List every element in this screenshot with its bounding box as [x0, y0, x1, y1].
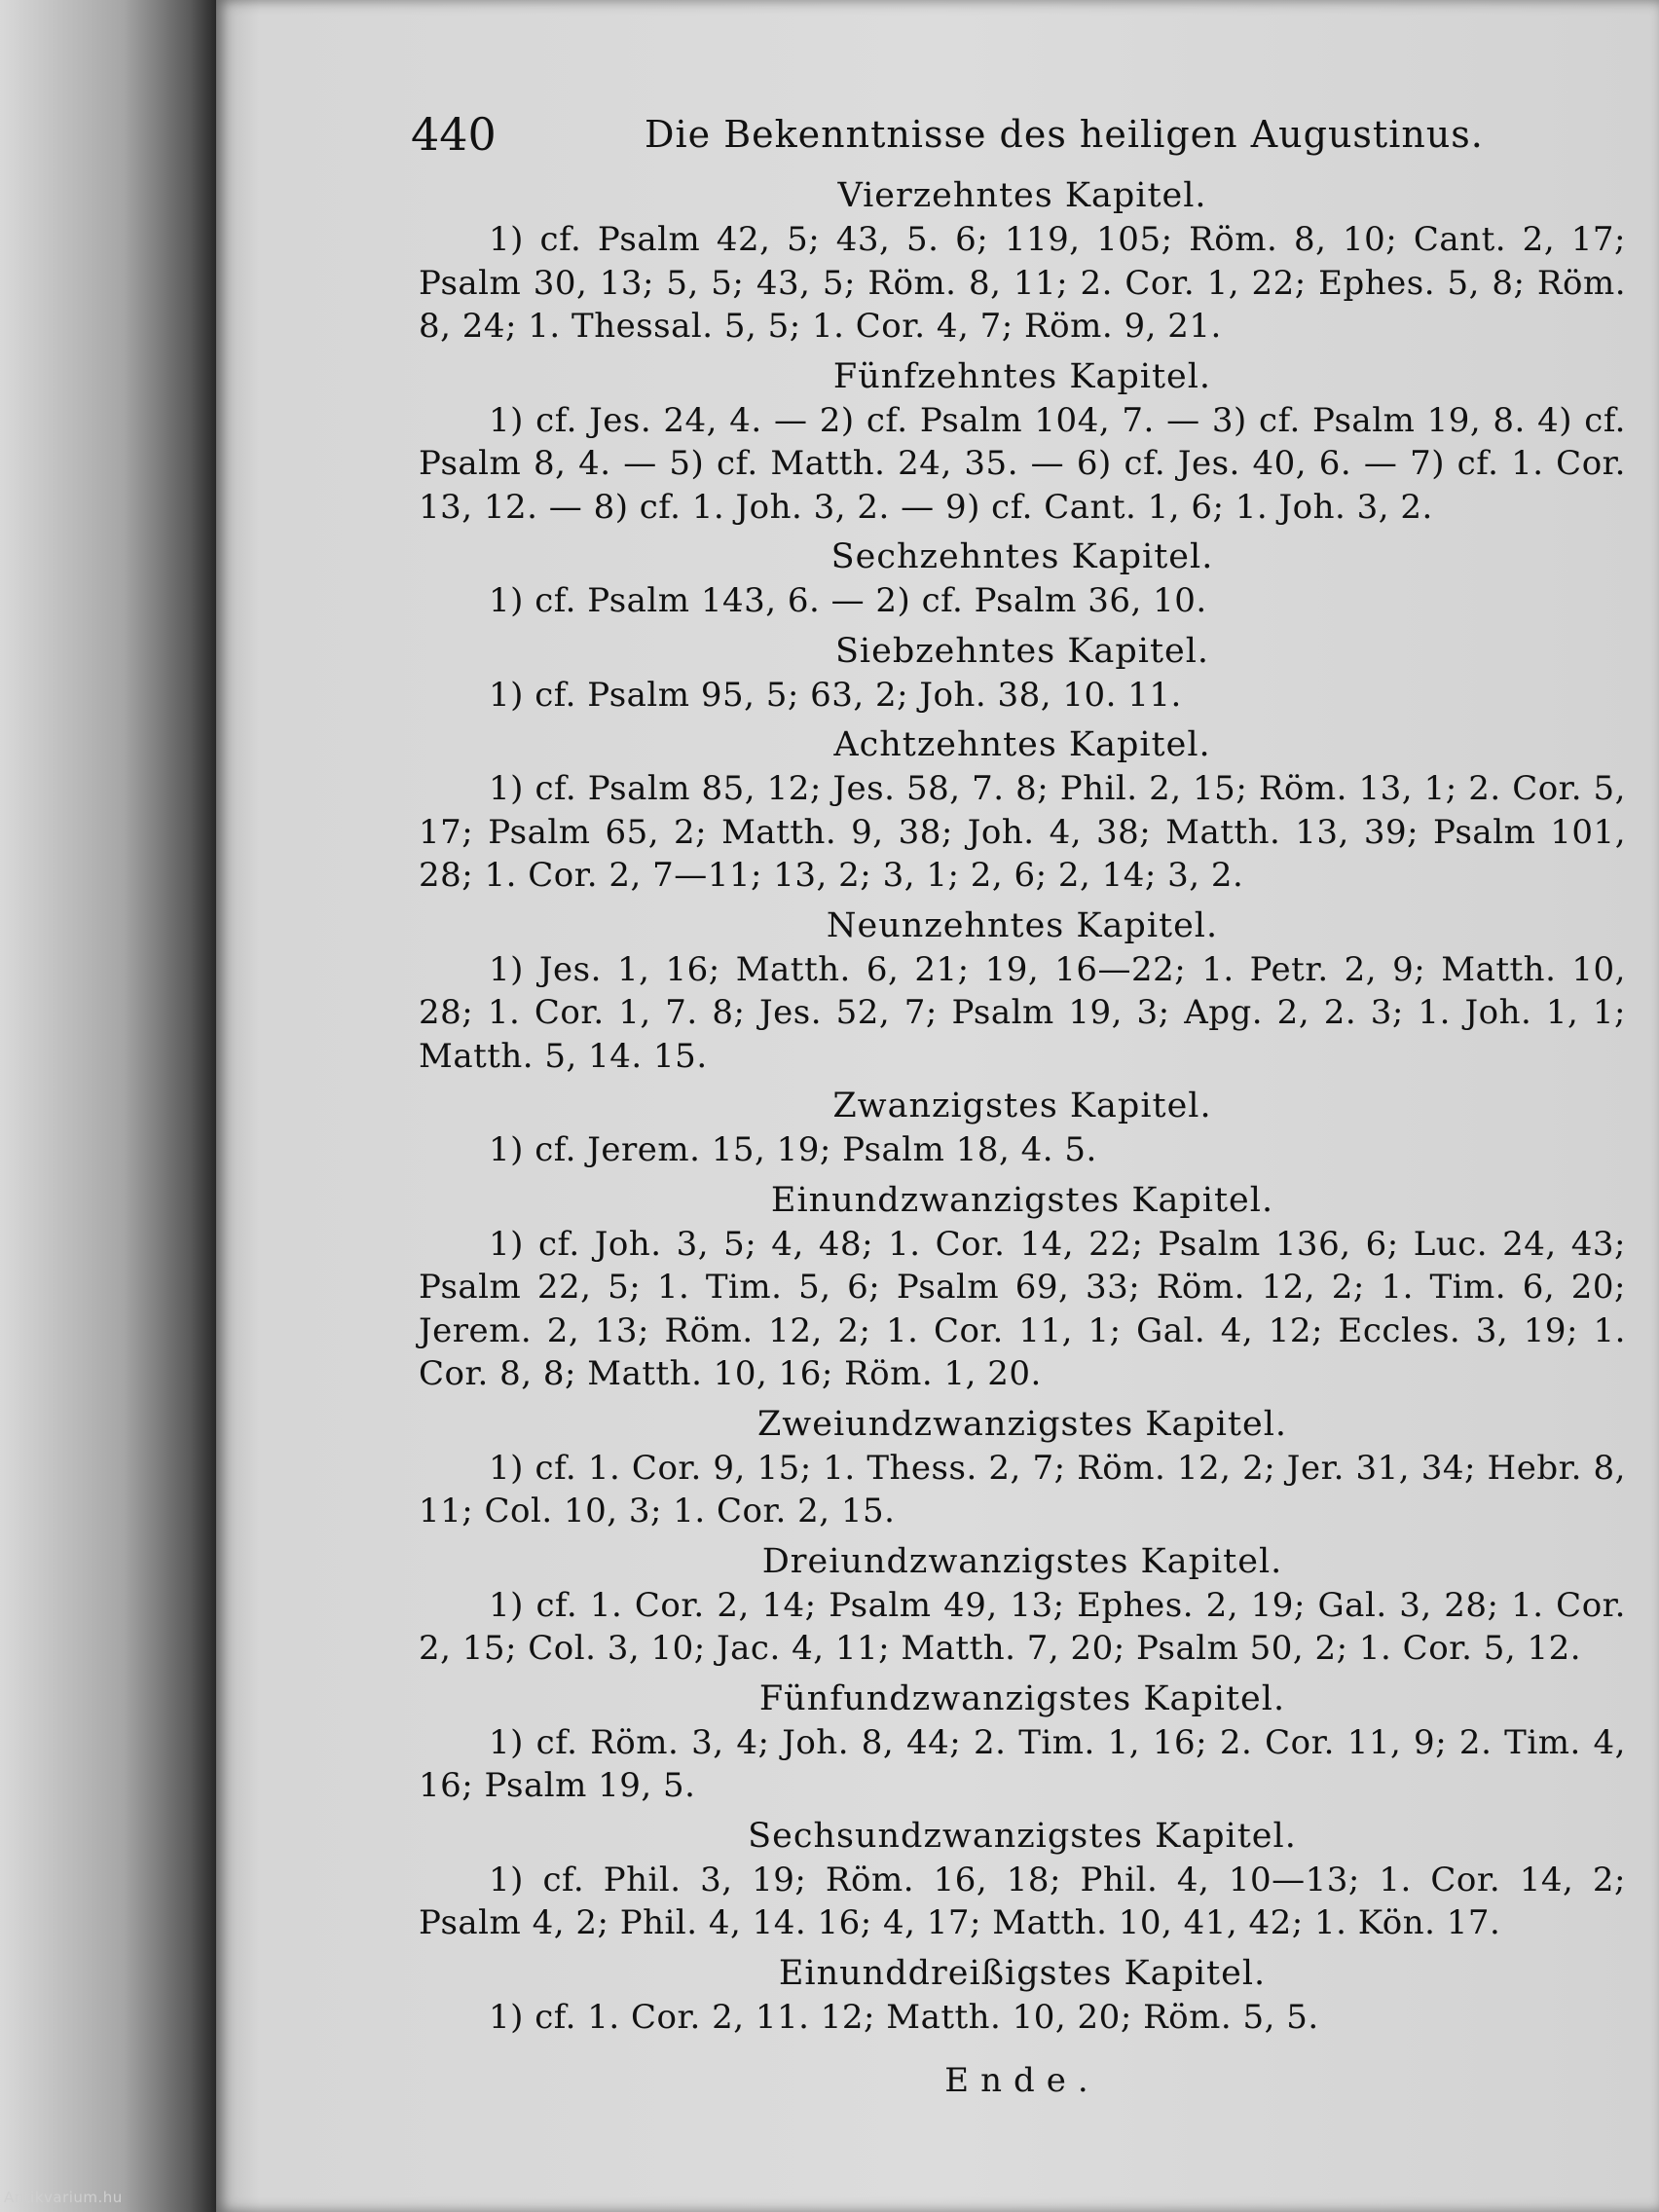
chapter-title: Achtzehntes Kapitel. [833, 725, 1211, 764]
end-mark: Ende. [944, 2061, 1100, 2100]
chapter-references: 1) cf. 1. Cor. 2, 14; Psalm 49, 13; Ephes. 2, 19; Gal. 3, 28; 1. Cor. 2, 15; Col. 3, 10; Jac. 4, 11; Matth. 7, 20; Psalm 50, 2; 1. Cor. 5, 12. [419, 1585, 1626, 1668]
chapter-title: Zweiundzwanzigstes Kapitel. [756, 1404, 1288, 1444]
chapter-title: Siebzehntes Kapitel. [834, 631, 1210, 671]
chapter-references: 1) cf. Röm. 3, 4; Joh. 8, 44; 2. Tim. 1, 16; 2. Cor. 11, 9; 2. Tim. 4, 16; Psalm 19, 5. [419, 1722, 1626, 1805]
chapter-section [419, 173, 1626, 349]
book-page [216, 0, 1659, 2212]
chapter-references: 1) cf. Jerem. 15, 19; Psalm 18, 4. 5. [489, 1130, 1097, 1169]
chapter-references: 1) cf. Psalm 85, 12; Jes. 58, 7. 8; Phil. 2, 15; Röm. 13, 1; 2. Cor. 5, 17; Psalm 65, 2; Matth. 9, 38; Joh. 4, 38; Matth. 13, 39; Psalm 101, 28; 1. Cor. 2, 7—11; 13, 2; 3, 1; 2, 6; 2, 14; 3, 2. [419, 769, 1626, 895]
chapter-title: Dreiundzwanzigstes Kapitel. [761, 1541, 1283, 1581]
chapter-references: 1) cf. Jes. 24, 4. — 2) cf. Psalm 104, 7. — 3) cf. Psalm 19, 8. 4) cf. Psalm 8, 4. — 5) cf. Matth. 24, 35. — 6) cf. Jes. 40, 6. — 7) cf. 1. Cor. 13, 12. — 8) cf. 1. Joh. 3, 2. — 9) cf. Cant. 1, 6; 1. Joh. 3, 2. [419, 400, 1626, 527]
chapter-references: 1) cf. Psalm 95, 5; 63, 2; Joh. 38, 10. 11. [489, 675, 1182, 715]
chapter-title: Fünfzehntes Kapitel. [832, 356, 1212, 396]
chapter-title: Neunzehntes Kapitel. [826, 905, 1219, 945]
chapter-section [419, 629, 1626, 718]
chapter-title: Einunddreißigstes Kapitel. [778, 1953, 1267, 1993]
footnote-content [419, 173, 1626, 2103]
chapter-section [419, 1951, 1626, 2040]
chapter-section [419, 354, 1626, 530]
chapter-references: 1) cf. 1. Cor. 2, 11. 12; Matth. 10, 20; Röm. 5, 5. [489, 1997, 1319, 2037]
chapter-section [419, 903, 1626, 1079]
chapter-section [419, 1178, 1626, 1396]
chapter-section [419, 1677, 1626, 1808]
running-title: Die Bekenntnisse des heiligen Augustinus. [645, 113, 1484, 156]
watermark-credit: Antikvarium.hu [4, 2189, 123, 2206]
chapter-references: 1) cf. Joh. 3, 5; 4, 48; 1. Cor. 14, 22; Psalm 136, 6; Luc. 24, 43; Psalm 22, 5; 1. Tim. 5, 6; Psalm 69, 33; Röm. 12, 2; 1. Tim. 6, 20; Jerem. 2, 13; Röm. 12, 2; 1. Cor. 11, 1; Gal. 4, 12; Eccles. 3, 19; 1. Cor. 8, 8; Matth. 10, 16; Röm. 1, 20. [419, 1224, 1626, 1393]
chapter-references: 1) cf. Psalm 143, 6. — 2) cf. Psalm 36, 10. [489, 581, 1207, 620]
chapter-references: 1) Jes. 1, 16; Matth. 6, 21; 19, 16—22; 1. Petr. 2, 9; Matth. 10, 28; 1. Cor. 1, 7. 8; Jes. 52, 7; Psalm 19, 3; Apg. 2, 2. 3; 1. Joh. 1, 1; Matth. 5, 14. 15. [419, 949, 1626, 1076]
background-surface [0, 0, 224, 2212]
chapter-title: Einundzwanzigstes Kapitel. [770, 1180, 1274, 1220]
chapter-references: 1) cf. Psalm 42, 5; 43, 5. 6; 119, 105; Röm. 8, 10; Cant. 2, 17; Psalm 30, 13; 5, 5; 43, 5; Röm. 8, 11; 2. Cor. 1, 22; Ephes. 5, 8; Röm. 8, 24; 1. Thessal. 5, 5; 1. Cor. 4, 7; Röm. 9, 21. [419, 220, 1626, 346]
chapter-section [419, 1402, 1626, 1533]
chapter-section [419, 722, 1626, 898]
chapter-title: Fünfundzwanzigstes Kapitel. [758, 1678, 1286, 1718]
page-number: 440 [411, 108, 497, 161]
chapter-section [419, 1539, 1626, 1671]
chapter-section [419, 1084, 1626, 1172]
page-header [411, 105, 1579, 164]
chapter-references: 1) cf. 1. Cor. 9, 15; 1. Thess. 2, 7; Röm. 12, 2; Jer. 31, 34; Hebr. 8, 11; Col. 10, 3; 1. Cor. 2, 15. [419, 1448, 1626, 1530]
chapter-title: Zwanzigstes Kapitel. [832, 1087, 1212, 1125]
chapter-section [419, 1814, 1626, 1945]
chapter-title: Sechzehntes Kapitel. [830, 537, 1214, 576]
chapter-title: Vierzehntes Kapitel. [837, 176, 1207, 215]
chapter-section [419, 535, 1626, 623]
chapter-title: Sechsundzwanzigstes Kapitel. [748, 1816, 1297, 1856]
chapter-references: 1) cf. Phil. 3, 19; Röm. 16, 18; Phil. 4, 10—13; 1. Cor. 14, 2; Psalm 4, 2; Phil. 4, 14. 16; 4, 17; Matth. 10, 41, 42; 1. Kön. 17. [419, 1860, 1626, 1942]
